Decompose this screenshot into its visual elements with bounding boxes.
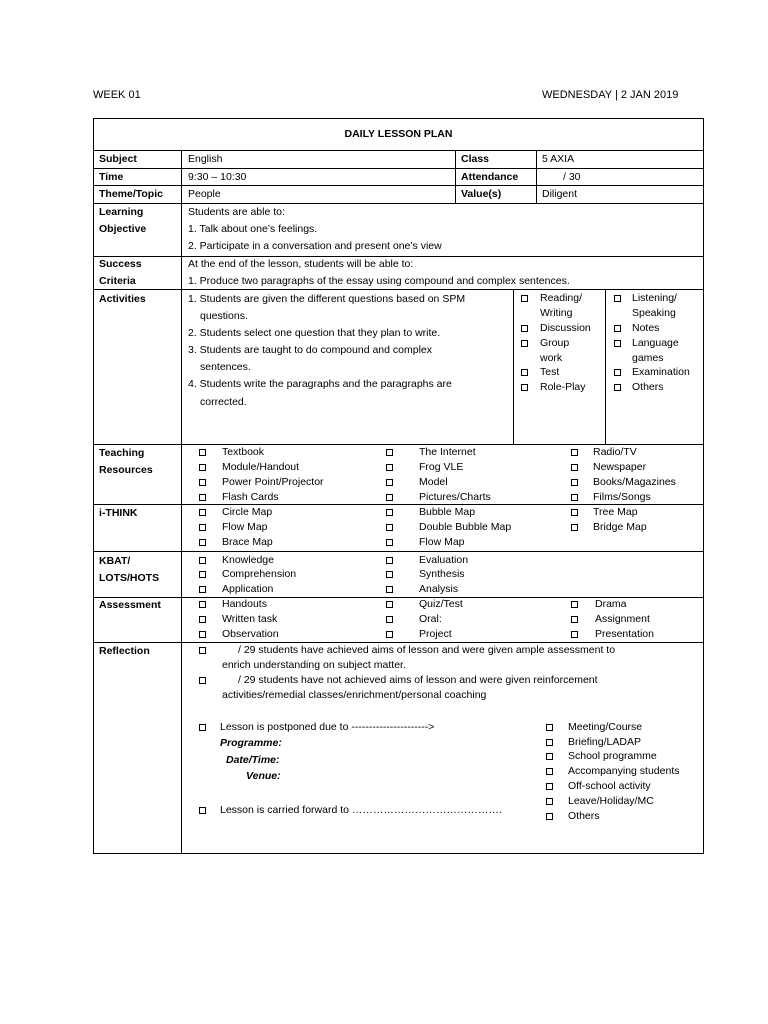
activity-line: sentences.	[200, 361, 251, 373]
values-value: Diligent	[542, 188, 578, 200]
option-label: Reading/	[540, 292, 583, 304]
model-checkbox[interactable]	[386, 479, 393, 486]
reason-label: Off-school activity	[568, 780, 651, 792]
class-value: 5 AXIA	[542, 153, 575, 165]
reason-label: Leave/Holiday/MC	[568, 795, 654, 807]
radio-tv-checkbox[interactable]	[571, 449, 578, 456]
flow-map-checkbox[interactable]	[199, 524, 206, 531]
ithink-option: Brace Map	[222, 536, 273, 548]
bubble-map-checkbox[interactable]	[386, 509, 393, 516]
kbat-option: Comprehension	[222, 568, 297, 580]
quiz-test-checkbox[interactable]	[386, 601, 393, 608]
resource-label: Pictures/Charts	[419, 491, 491, 503]
ithink-option: Tree Map	[593, 506, 638, 518]
not-achieved-checkbox[interactable]	[199, 677, 206, 684]
drama-checkbox[interactable]	[571, 601, 578, 608]
resource-label: Textbook	[222, 446, 265, 458]
date-label: WEDNESDAY | 2 JAN 2019	[542, 89, 679, 101]
success-label: Success	[99, 258, 142, 270]
assessment-option: Oral:	[419, 613, 442, 625]
datetime-label: Date/Time:	[226, 754, 280, 766]
test-checkbox[interactable]	[521, 369, 528, 376]
option-label: Discussion	[540, 322, 591, 334]
not-achieved-text-2: activities/remedial classes/enrichment/personal coaching	[222, 689, 487, 701]
page-title: DAILY LESSON PLAN	[344, 128, 453, 140]
option-label: work	[540, 352, 563, 364]
reason-label: School programme	[568, 750, 657, 762]
reflection-label: Reflection	[99, 645, 150, 657]
powerpoint-checkbox[interactable]	[199, 479, 206, 486]
theme-value: People	[188, 188, 221, 200]
activity-line: questions.	[200, 310, 248, 322]
achieved-checkbox[interactable]	[199, 647, 206, 654]
reason-others-checkbox[interactable]	[546, 813, 553, 820]
kbat-label-2: LOTS/HOTS	[99, 572, 160, 584]
comprehension-checkbox[interactable]	[199, 571, 206, 578]
assignment-checkbox[interactable]	[571, 616, 578, 623]
resource-label: Flash Cards	[222, 491, 279, 503]
role-play-checkbox[interactable]	[521, 384, 528, 391]
textbook-checkbox[interactable]	[199, 449, 206, 456]
assessment-option: Handouts	[222, 598, 267, 610]
option-label: Group	[540, 337, 570, 349]
resource-label: Radio/TV	[593, 446, 637, 458]
handouts-checkbox[interactable]	[199, 601, 206, 608]
option-label: Writing	[540, 307, 573, 319]
subject-label: Subject	[99, 153, 137, 165]
ithink-option: Double Bubble Map	[419, 521, 512, 533]
others-checkbox[interactable]	[614, 384, 621, 391]
school-programme-checkbox[interactable]	[546, 753, 553, 760]
theme-label: Theme/Topic	[99, 188, 163, 200]
subject-value: English	[188, 153, 223, 165]
notes-checkbox[interactable]	[614, 325, 621, 332]
activities-label: Activities	[99, 293, 146, 305]
programme-label: Programme:	[220, 737, 282, 749]
accompanying-students-checkbox[interactable]	[546, 768, 553, 775]
frog-vle-checkbox[interactable]	[386, 464, 393, 471]
flash-cards-checkbox[interactable]	[199, 494, 206, 501]
option-label: Role-Play	[540, 381, 586, 393]
kbat-option: Application	[222, 583, 274, 595]
values-label: Value(s)	[461, 188, 502, 200]
option-label: games	[632, 352, 664, 364]
examination-checkbox[interactable]	[614, 369, 621, 376]
activity-line: 3. Students are taught to do compound and complex	[188, 344, 432, 356]
briefing-checkbox[interactable]	[546, 739, 553, 746]
reason-label: Briefing/LADAP	[568, 736, 641, 748]
ithink-label: i-THINK	[99, 507, 138, 519]
class-label: Class	[461, 153, 490, 165]
language-games-checkbox[interactable]	[614, 340, 621, 347]
time-value: 9:30 – 10:30	[188, 171, 247, 183]
discussion-checkbox[interactable]	[521, 325, 528, 332]
option-label: Others	[632, 381, 664, 393]
objective-item: 1. Talk about one’s feelings.	[188, 223, 318, 235]
objective-label-2: Objective	[99, 223, 147, 235]
resource-label: Books/Magazines	[593, 476, 676, 488]
pictures-charts-checkbox[interactable]	[386, 494, 393, 501]
kbat-option: Knowledge	[222, 554, 274, 566]
activity-line: 4. Students write the paragraphs and the paragraphs are	[188, 378, 452, 390]
venue-label: Venue:	[246, 770, 281, 782]
reason-label: Meeting/Course	[568, 721, 643, 733]
resource-label: The Internet	[419, 446, 476, 458]
assessment-option: Project	[419, 628, 452, 640]
brace-map-checkbox[interactable]	[199, 539, 206, 546]
option-label: Language	[632, 337, 679, 349]
activity-line: 1. Students are given the different questions based on SPM	[188, 293, 466, 305]
double-bubble-map-checkbox[interactable]	[386, 524, 393, 531]
success-label-2: Criteria	[99, 275, 136, 287]
meeting-course-checkbox[interactable]	[546, 724, 553, 731]
bridge-map-checkbox[interactable]	[571, 524, 578, 531]
kbat-option: Evaluation	[419, 554, 469, 566]
circle-map-checkbox[interactable]	[199, 509, 206, 516]
observation-checkbox[interactable]	[199, 631, 206, 638]
option-label: Listening/	[632, 292, 677, 304]
newspaper-checkbox[interactable]	[571, 464, 578, 471]
ithink-option: Bubble Map	[419, 506, 476, 518]
written-task-checkbox[interactable]	[199, 616, 206, 623]
module-checkbox[interactable]	[199, 464, 206, 471]
resource-label: Power Point/Projector	[222, 476, 324, 488]
option-label: Test	[540, 366, 560, 378]
option-label: Notes	[632, 322, 660, 334]
assessment-option: Assignment	[595, 613, 650, 625]
objective-item: 2. Participate in a conversation and present one’s view	[188, 240, 442, 252]
leave-checkbox[interactable]	[546, 798, 553, 805]
films-songs-checkbox[interactable]	[571, 494, 578, 501]
assessment-option: Observation	[222, 628, 279, 640]
not-achieved-text: / 29 students have not achieved aims of lesson and were given reinforcement	[238, 674, 598, 686]
activity-line: 2. Students select one question that they plan to write.	[188, 327, 441, 339]
assessment-label: Assessment	[99, 599, 161, 611]
time-label: Time	[99, 171, 124, 183]
objective-label: Learning	[99, 206, 144, 218]
evaluation-checkbox[interactable]	[386, 557, 393, 564]
attendance-value: / 30	[563, 171, 581, 183]
resource-label: Module/Handout	[222, 461, 300, 473]
option-label: Examination	[632, 366, 690, 378]
option-label: Speaking	[632, 307, 676, 319]
assessment-option: Written task	[222, 613, 278, 625]
kbat-label: KBAT/	[99, 555, 131, 567]
application-checkbox[interactable]	[199, 586, 206, 593]
synthesis-checkbox[interactable]	[386, 571, 393, 578]
analysis-checkbox[interactable]	[386, 586, 393, 593]
resources-label-2: Resources	[99, 464, 153, 476]
activity-line: corrected.	[200, 396, 247, 408]
oral-checkbox[interactable]	[386, 616, 393, 623]
tree-map-checkbox[interactable]	[571, 509, 578, 516]
resource-label: Frog VLE	[419, 461, 464, 473]
objective-intro: Students are able to:	[188, 206, 285, 218]
knowledge-checkbox[interactable]	[199, 557, 206, 564]
off-school-checkbox[interactable]	[546, 783, 553, 790]
assessment-option: Quiz/Test	[419, 598, 463, 610]
success-item: 1. Produce two paragraphs of the essay using compound and complex sentences.	[188, 275, 570, 287]
week-label: WEEK 01	[93, 89, 141, 101]
assessment-option: Drama	[595, 598, 627, 610]
presentation-checkbox[interactable]	[571, 631, 578, 638]
books-magazines-checkbox[interactable]	[571, 479, 578, 486]
resource-label: Model	[419, 476, 448, 488]
carried-forward-checkbox[interactable]	[199, 807, 206, 814]
reading-writing-checkbox[interactable]	[521, 295, 528, 302]
resource-label: Films/Songs	[593, 491, 651, 503]
flow-map-2-checkbox[interactable]	[386, 539, 393, 546]
reason-label: Accompanying students	[568, 765, 680, 777]
attendance-label: Attendance	[461, 171, 519, 183]
ithink-option: Flow Map	[222, 521, 268, 533]
internet-checkbox[interactable]	[386, 449, 393, 456]
ithink-option: Circle Map	[222, 506, 273, 518]
resources-label: Teaching	[99, 447, 145, 459]
ithink-option: Flow Map	[419, 536, 465, 548]
project-checkbox[interactable]	[386, 631, 393, 638]
kbat-option: Analysis	[419, 583, 459, 595]
ithink-option: Bridge Map	[593, 521, 647, 533]
success-intro: At the end of the lesson, students will be able to:	[188, 258, 414, 270]
listening-speaking-checkbox[interactable]	[614, 295, 621, 302]
assessment-option: Presentation	[595, 628, 654, 640]
resource-label: Newspaper	[593, 461, 647, 473]
group-work-checkbox[interactable]	[521, 340, 528, 347]
reason-label: Others	[568, 810, 600, 822]
carried-forward-text: Lesson is carried forward to …………………………………….	[220, 804, 502, 816]
achieved-text-2: enrich understanding on subject matter.	[222, 659, 406, 671]
kbat-option: Synthesis	[419, 568, 465, 580]
postponed-text: Lesson is postponed due to ---------------------->	[220, 721, 435, 733]
achieved-text: / 29 students have achieved aims of lesson and were given ample assessment to	[238, 644, 616, 656]
postponed-checkbox[interactable]	[199, 724, 206, 731]
